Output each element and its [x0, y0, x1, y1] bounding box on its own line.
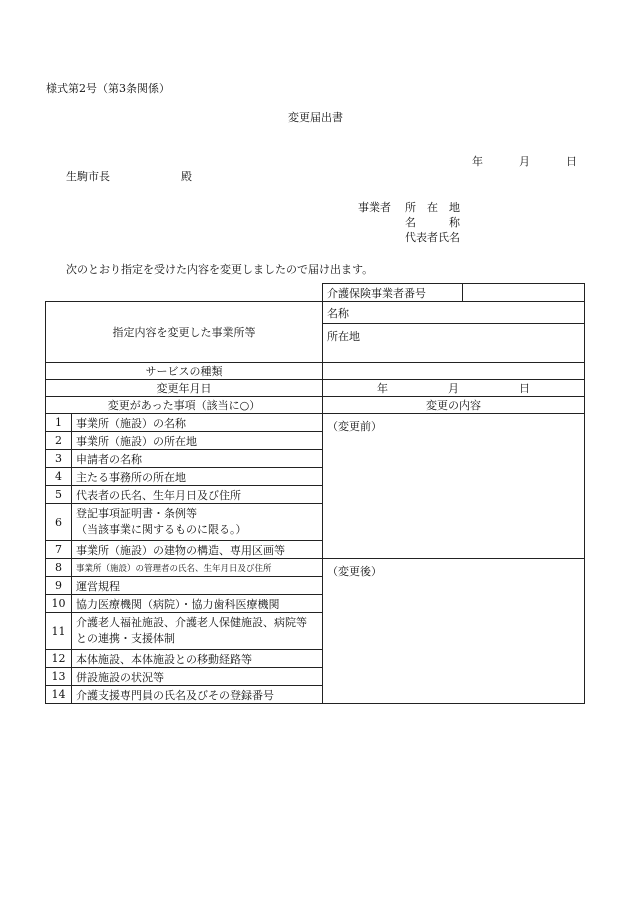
office-name-label: 名称 — [327, 306, 349, 320]
insurance-number-field[interactable] — [463, 284, 585, 302]
item-number: 4 — [46, 468, 72, 486]
change-date-label: 変更年月日 — [46, 380, 323, 397]
service-type-field[interactable] — [323, 363, 585, 380]
item-text[interactable]: 本体施設、本体施設との移動経路等 — [72, 650, 323, 668]
item-text-line: 登記事項証明書・条例等 — [76, 507, 197, 520]
change-date-day: 日 — [519, 382, 530, 395]
item-number: 13 — [46, 668, 72, 686]
addressee-honorific: 殿 — [181, 170, 192, 183]
item-text[interactable]: 事業所（施設）の名称 — [72, 414, 323, 432]
insurance-number-label: 介護保険事業者番号 — [323, 284, 463, 302]
change-before-field[interactable] — [323, 414, 585, 559]
item-text-line: との連携・支援体制 — [76, 632, 175, 645]
change-after-field[interactable] — [323, 559, 585, 704]
item-text[interactable]: 代表者の氏名、生年月日及び住所 — [72, 486, 323, 504]
applicant-representative-label: 代表者氏名 — [405, 231, 460, 244]
table-row — [46, 302, 585, 324]
item-number: 14 — [46, 686, 72, 704]
item-text[interactable]: 申請者の名称 — [72, 450, 323, 468]
table-row — [46, 380, 585, 397]
items-header: 変更があった事項（該当に○） — [46, 397, 323, 414]
item-text[interactable]: 事業所（施設）の建物の構造、専用区画等 — [72, 541, 323, 559]
office-name-field[interactable] — [323, 302, 585, 324]
date-month: 月 — [519, 155, 530, 168]
item-number: 1 — [46, 414, 72, 432]
change-form-table — [45, 283, 585, 704]
item-text[interactable] — [72, 504, 323, 541]
change-date-month: 月 — [448, 382, 459, 395]
item-text[interactable]: 事業所（施設）の管理者の氏名、生年月日及び住所 — [72, 559, 323, 577]
content-header: 変更の内容 — [323, 397, 585, 414]
item-number: 11 — [46, 613, 72, 650]
document-title: 変更届出書 — [288, 111, 343, 124]
item-text[interactable]: 介護支援専門員の氏名及びその登録番号 — [72, 686, 323, 704]
item-text[interactable]: 運営規程 — [72, 577, 323, 595]
item-text[interactable]: 事業所（施設）の所在地 — [72, 432, 323, 450]
service-type-label: サービスの種類 — [46, 363, 323, 380]
change-date-year: 年 — [377, 382, 388, 395]
item-number: 5 — [46, 486, 72, 504]
item-number: 3 — [46, 450, 72, 468]
table-row — [46, 397, 585, 414]
item-number: 8 — [46, 559, 72, 577]
table-row — [46, 414, 585, 432]
applicant-name-label: 名 称 — [405, 216, 460, 229]
date-year: 年 — [472, 155, 483, 168]
item-number: 7 — [46, 541, 72, 559]
change-before-label: （変更前） — [327, 420, 382, 433]
item-number: 10 — [46, 595, 72, 613]
item-number: 12 — [46, 650, 72, 668]
item-text[interactable]: 協力医療機関（病院）・協力歯科医療機関 — [72, 595, 323, 613]
date-day: 日 — [566, 155, 577, 168]
table-row — [46, 559, 585, 577]
item-number: 9 — [46, 577, 72, 595]
applicant-label: 事業者 — [358, 201, 391, 214]
table-row — [46, 284, 585, 302]
addressee-name: 生駒市長 — [66, 170, 110, 183]
form-label: 様式第2号（第3条関係） — [46, 82, 170, 95]
item-number: 6 — [46, 504, 72, 541]
item-text[interactable]: 併設施設の状況等 — [72, 668, 323, 686]
table-row — [46, 363, 585, 380]
change-after-label: （変更後） — [327, 565, 382, 578]
change-date-field[interactable] — [323, 380, 585, 397]
item-text[interactable] — [72, 613, 323, 650]
office-header: 指定内容を変更した事業所等 — [46, 302, 323, 363]
item-text-line: （当該事業に関するものに限る。） — [76, 523, 247, 536]
intro-text: 次のとおり指定を受けた内容を変更しましたので届け出ます。 — [66, 263, 374, 276]
item-text[interactable]: 主たる事務所の所在地 — [72, 468, 323, 486]
office-address-field[interactable] — [323, 324, 585, 363]
applicant-address-label: 所 在 地 — [405, 201, 460, 214]
item-text-line: 介護老人福祉施設、介護老人保健施設、病院等 — [76, 616, 307, 629]
office-address-label: 所在地 — [327, 330, 360, 343]
item-number: 2 — [46, 432, 72, 450]
